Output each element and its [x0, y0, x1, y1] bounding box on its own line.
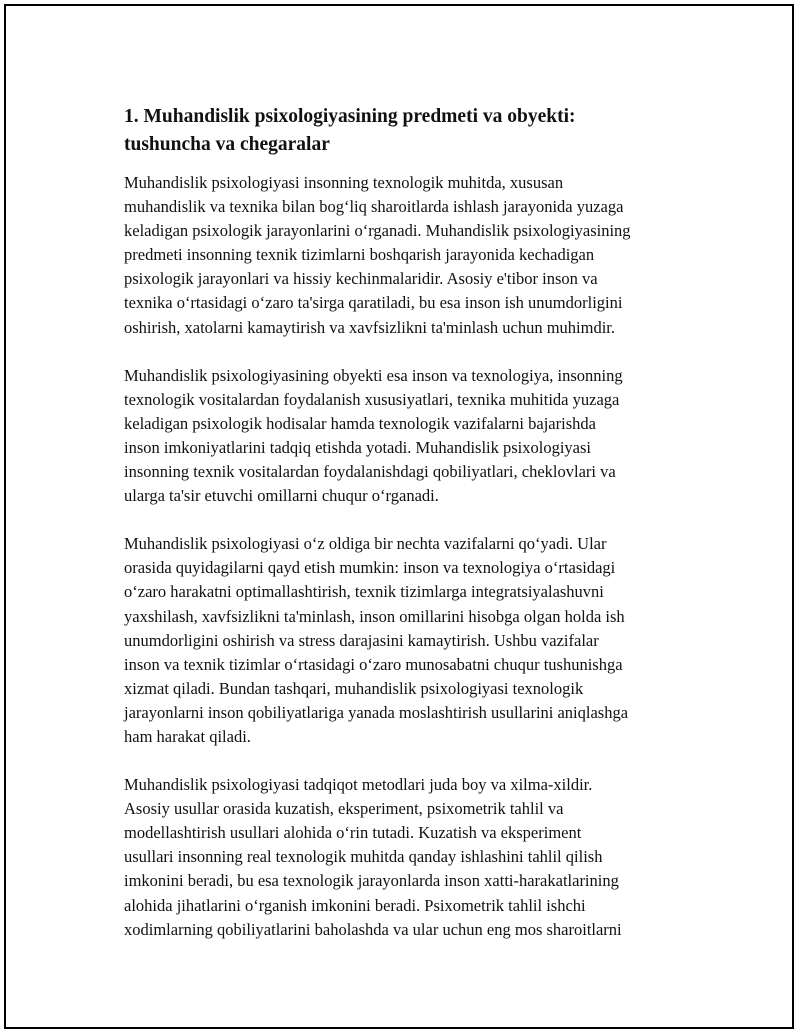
page-frame — [4, 4, 794, 1029]
text-line: jarayonlarni inson qobiliyatlariga yanada moslashtirish usullarini aniqlashga — [124, 702, 629, 722]
text-line: Muhandislik psixologiyasi tadqiqot metodlari juda boy va xilma-xildir. — [124, 775, 593, 795]
text-line: usullari insonning real texnologik muhitda qanday ishlashini tahlil qilish — [124, 847, 603, 867]
text-line: orasida quyidagilarni qayd etish mumkin: inson va texnologiya o‘rtasidagi — [124, 558, 616, 578]
paragraph-vazifalar — [124, 532, 704, 749]
text-line: imkonini beradi, bu esa texnologik jarayonlarda inson xatti-harakatlarining — [124, 871, 619, 891]
text-line: insonning texnik vositalardan foydalanishdagi qobiliyatlari, cheklovlari va — [124, 462, 616, 482]
text-line: inson imkoniyatlarini tadqiq etishda yotadi. Muhandislik psixologiyasi — [124, 437, 592, 457]
text-line: oshirish, xatolarni kamaytirish va xavfsizlikni ta'minlash uchun muhimdir. — [124, 317, 616, 337]
text-line: Asosiy usullar orasida kuzatish, eksperiment, psixometrik tahlil va — [124, 799, 564, 819]
text-line: ularga ta'sir etuvchi omillarni chuqur o‘rganadi. — [124, 486, 439, 506]
text-line: keladigan psixologik hodisalar hamda texnologik vazifalarni bajarishda — [124, 413, 596, 433]
text-line: predmeti insonning texnik tizimlarni boshqarish jarayonida kechadigan — [124, 245, 595, 265]
text-line: xizmat qiladi. Bundan tashqari, muhandislik psixologiyasi texnologik — [124, 678, 584, 698]
text-line: yaxshilash, xavfsizlikni ta'minlash, inson omillarini hisobga olgan holda ish — [124, 606, 625, 626]
text-line: keladigan psixologik jarayonlarini o‘rganadi. Muhandislik psixologiyasining — [124, 221, 631, 241]
text-line: inson va texnik tizimlar o‘rtasidagi o‘zaro munosabatni chuqur tushunishga — [124, 654, 623, 674]
heading-line: tushuncha va chegaralar — [124, 134, 330, 155]
text-line: o‘zaro harakatni optimallashtirish, texnik tizimlarga integratsiyalashuvni — [124, 582, 604, 602]
text-line: Muhandislik psixologiyasining obyekti esa inson va texnologiya, insonning — [124, 365, 623, 385]
text-line: xodimlarning qobiliyatlarini baholashda va ular uchun eng mos sharoitlarni — [124, 919, 622, 939]
text-line: Muhandislik psixologiyasi insonning texnologik muhitda, xususan — [124, 173, 564, 192]
paragraph-obyekt — [124, 364, 704, 509]
text-line: Muhandislik psixologiyasi o‘z oldiga bir nechta vazifalarni qo‘yadi. Ular — [124, 534, 607, 554]
text-line: psixologik jarayonlari va hissiy kechinmalaridir. Asosiy e'tibor inson va — [124, 269, 598, 289]
text-line: texnika o‘rtasidagi o‘zaro ta'sirga qaratiladi, bu esa inson ish unumdorligini — [124, 293, 623, 313]
text-line: alohida jihatlarini o‘rganish imkonini beradi. Psixometrik tahlil ishchi — [124, 895, 586, 915]
text-line: modellashtirish usullari alohida o‘rin tutadi. Kuzatish va eksperiment — [124, 823, 582, 843]
document-body — [124, 103, 704, 966]
heading-line: 1. Muhandislik psixologiyasining predmeti va obyekti: — [124, 106, 576, 127]
text-line: texnologik vositalardan foydalanish xususiyatlari, texnika muhitida yuzaga — [124, 389, 620, 409]
paragraph-metodlar — [124, 773, 704, 942]
text-line: ham harakat qiladi. — [124, 726, 251, 746]
text-line: unumdorligini oshirish va stress darajasini kamaytirish. Ushbu vazifalar — [124, 630, 599, 650]
section-heading — [124, 103, 704, 159]
paragraph-predmet — [124, 171, 704, 340]
text-line: muhandislik va texnika bilan bog‘liq sharoitlarda ishlash jarayonida yuzaga — [124, 197, 624, 217]
